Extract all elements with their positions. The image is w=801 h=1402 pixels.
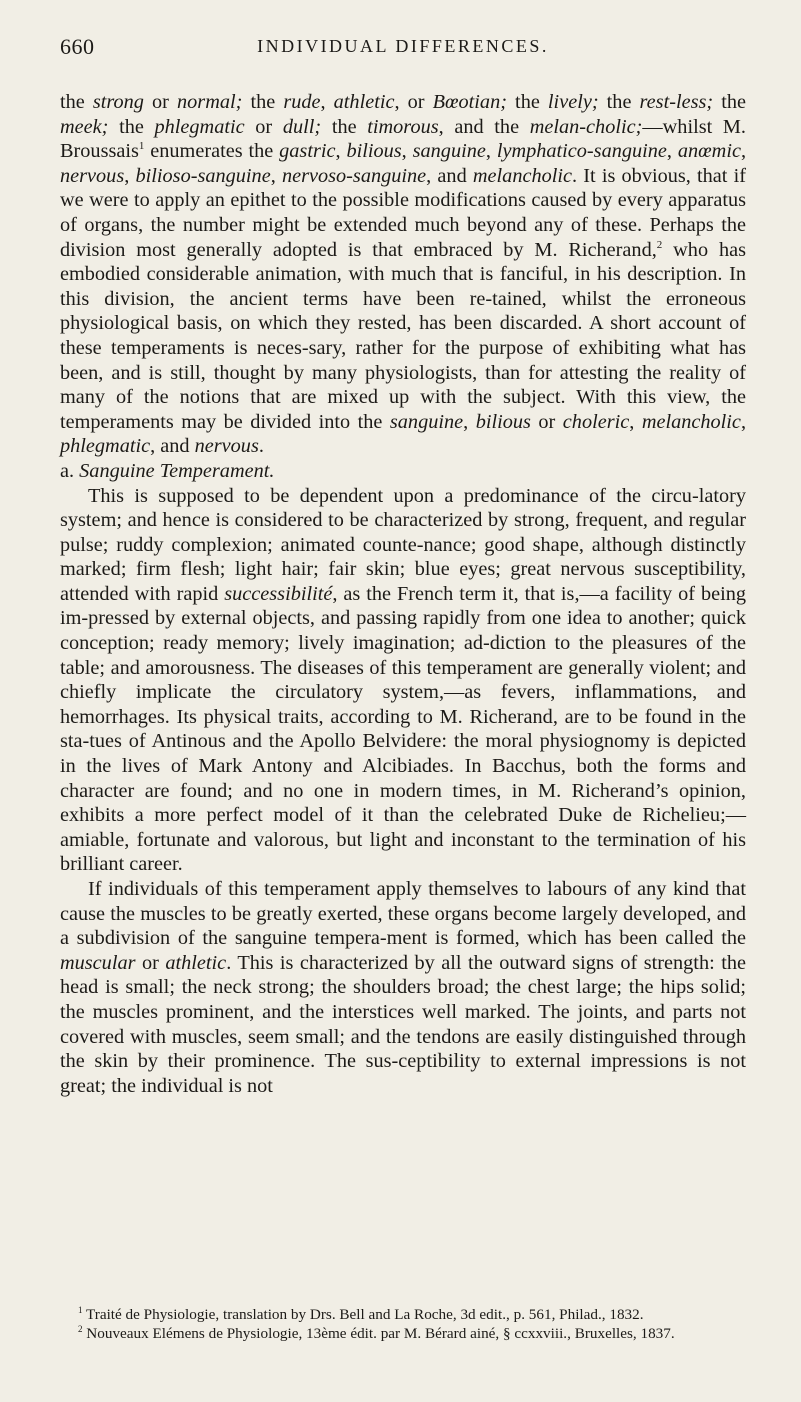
text-run: Traité de Physiologie, translation by Drs. Bell and La Roche, 3d edit., p. 561, Philad., 1832. <box>82 1306 644 1323</box>
italic-term: sanguine <box>389 410 464 433</box>
italic-term: phlegmatic <box>154 115 245 138</box>
italic-term: bilious <box>475 410 531 433</box>
italic-term: Bœotian; <box>432 91 507 113</box>
italic-term: bilious <box>346 140 402 163</box>
italic-term: timorous <box>367 115 439 138</box>
footnote-ref: 1 <box>138 140 145 153</box>
text-run: , and <box>150 435 195 458</box>
text-run: or <box>135 951 166 974</box>
text-run: enumerates the <box>144 140 280 163</box>
italic-term: anœmic <box>677 140 741 163</box>
text-run: , <box>629 410 642 433</box>
body-text <box>60 90 746 1098</box>
text-run: who has embodied considerable animation, with much that is fanciful, in his description. In this division, the ancient terms have been re-tained, whilst the erroneous physiological basis, on which they rested, has been discarded. A short account of these temperaments is neces-sary, rather for the purpose of exhibiting what has been, and is still, thought by many physiologists, than for attesting the reality of many of the notions that are mixed up with the subject. With this view, the temperaments may be divided into the <box>60 238 746 433</box>
text-run: , <box>270 164 282 187</box>
italic-term: athletic <box>333 91 395 113</box>
italic-term: gastric <box>279 140 336 163</box>
paragraph <box>60 877 746 1098</box>
text-run: , <box>740 410 747 433</box>
text-run: the <box>108 115 155 138</box>
page-number: 660 <box>60 34 95 59</box>
text-run: , and <box>426 164 473 187</box>
text-run: , and the <box>438 115 530 138</box>
section-heading <box>60 459 746 484</box>
text-run: , <box>463 410 476 433</box>
text-run: , <box>335 140 347 163</box>
text-run: the <box>598 91 640 113</box>
italic-term: successibilité <box>224 582 333 605</box>
text-run: or <box>143 91 178 113</box>
text-run: . This is characterized by all the outward signs of strength: the head is small; the neck strong; the shoulders broad; the chest large; the hips solid; the muscles prominent, and the interstices well marked. The joints, and parts not covered with muscles, seem small; and the tendons are easily distinguished through the skin by their prominence. The sus-ceptibility to external impressions is not great; the individual is not <box>60 951 746 1097</box>
italic-term: rest-less; <box>639 91 714 113</box>
text-run: Nouveaux Elémens de Physiologie, 13ème édit. par M. Bérard ainé, § ccxxviii., Bruxelles, 1837. <box>82 1325 675 1342</box>
text-run: a. <box>60 459 80 482</box>
text-run: This is supposed to be dependent upon a predominance of the circu-latory system; and hence is considered to be characterized by strong, frequent, and regular pulse; ruddy complexion; animated counte-nance; good shape, although distinctly marked; firm flesh; light hair; fair skin; blue eyes; great nervous susceptibility, attended with rapid <box>60 484 746 605</box>
text-run: . <box>258 435 264 458</box>
text-run: , <box>124 164 136 187</box>
italic-term: lively; <box>547 91 599 113</box>
text-run: —whilst M. Broussais <box>60 115 747 163</box>
italic-term: melancholic <box>641 410 741 433</box>
text-run: , <box>320 91 334 113</box>
italic-term: Sanguine Temperament. <box>79 459 275 482</box>
text-run: , or <box>394 91 433 113</box>
text-run: the <box>60 91 93 113</box>
text-run: , <box>401 140 413 163</box>
italic-term: rude <box>283 91 321 113</box>
italic-term: melan-cholic; <box>529 115 643 138</box>
italic-term: dull; <box>282 115 322 138</box>
running-title: INDIVIDUAL DIFFERENCES. <box>257 36 549 56</box>
text-run: . It is obvious, that if we were to apply an epithet to the possible modifications caused by every apparatus of organs, the number might be extended much beyond any of these. Perhaps the division most generally adopted is that embraced by M. Richerand, <box>60 164 747 261</box>
italic-term: melancholic <box>472 164 573 187</box>
italic-term: meek; <box>60 115 109 138</box>
footnote-ref: 1 <box>78 1304 83 1315</box>
footnote <box>60 1305 746 1324</box>
italic-term: choleric <box>562 410 630 433</box>
paragraph <box>60 484 746 878</box>
footnotes <box>60 1305 746 1343</box>
page-header <box>60 34 746 64</box>
italic-term: sanguine <box>412 140 486 163</box>
paragraph <box>60 90 746 459</box>
italic-term: phlegmatic <box>60 435 151 458</box>
italic-term: nervous <box>60 164 125 187</box>
italic-term: muscular <box>60 951 136 974</box>
text-run: the <box>713 91 746 113</box>
text-run: , <box>666 140 678 163</box>
text-run: the <box>321 115 368 138</box>
italic-term: lymphatico-sanguine <box>496 140 667 163</box>
italic-term: bilioso-sanguine <box>135 164 271 187</box>
italic-term: normal; <box>177 91 243 113</box>
italic-term: athletic <box>165 951 227 974</box>
text-run: or <box>244 115 283 138</box>
text-run: the <box>506 91 548 113</box>
text-run: , as the French term it, that is,—a facility of being im-pressed by external objects, and passing rapidly from one idea to another; quick conception; ready memory; lively imagination; ad-diction to the pleasures of the table; and amorousness. The diseases of this temperament are generally violent; and chiefly implicate the circulatory system,—as fevers, inflammations, and hemorrhages. Its physical traits, according to M. Richerand, are to be found in the sta-tues of Antinous and the Apollo Belvidere: the moral physiognomy is depicted in the lives of Mark Antony and Alcibiades. In Bacchus, both the forms and character are found; and no one in modern times, in M. Richerand’s opinion, exhibits a more perfect model of it than the celebrated Duke de Richelieu;—amiable, fortunate and valorous, but light and inconstant to the termination of his brilliant career. <box>60 582 747 876</box>
italic-term: strong <box>92 91 144 113</box>
italic-term: nervoso-sanguine <box>281 164 427 187</box>
text-run: or <box>530 410 563 433</box>
text-run: If individuals of this temperament apply themselves to labours of any kind that cause the muscles to be greatly exerted, these organs become largely developed, and a subdivision of the sanguine tempera-ment is formed, which has been called the <box>60 878 746 950</box>
text-run: , <box>740 140 747 163</box>
italic-term: nervous <box>194 435 259 458</box>
text-run: , <box>485 140 497 163</box>
footnote-ref: 2 <box>656 238 663 251</box>
footnote <box>60 1324 746 1343</box>
footnote-ref: 2 <box>78 1323 83 1334</box>
text-run: the <box>242 91 284 113</box>
